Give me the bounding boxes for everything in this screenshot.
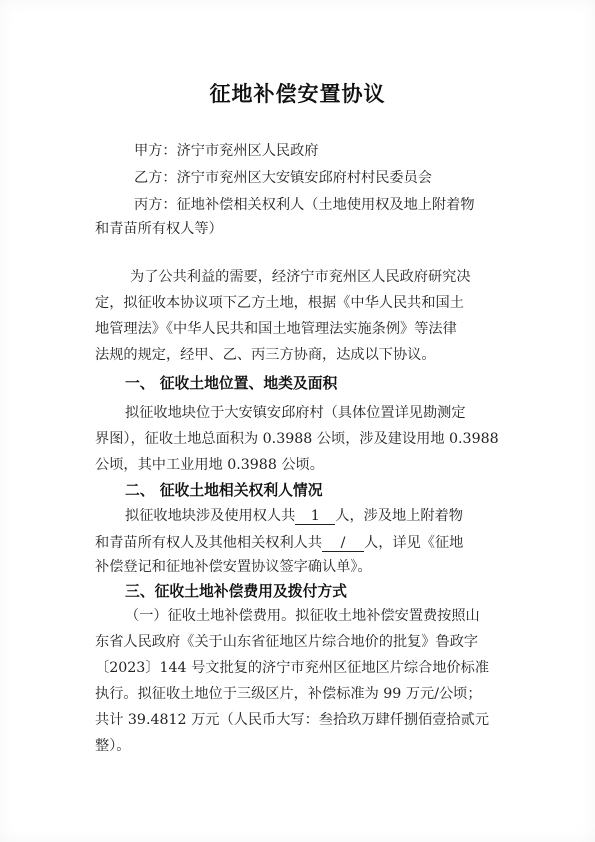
document-title: 征地补偿安置协议 bbox=[209, 82, 386, 106]
section1-line2: 界图），征收土地总面积为 0.3988 公顷，涉及建设用地 0.3988 bbox=[95, 431, 499, 447]
party-a: 甲方：济宁市兖州区人民政府 bbox=[134, 143, 319, 159]
section3-line3: 〔2023〕144 号文批复的济宁市兖州区征地区片综合地价标准 bbox=[95, 660, 490, 676]
section1-line1: 拟征收地块位于大安镇安邱府村（具体位置详见勘测定 bbox=[125, 405, 466, 421]
rights-holder-count-blank: 1 bbox=[295, 508, 335, 525]
preamble-line1: 为了公共利益的需要，经济宁市兖州区人民政府研究决 bbox=[130, 269, 471, 285]
party-c-line1: 丙方：征地补偿相关权利人（土地使用权及地上附着物 bbox=[134, 197, 475, 213]
section2-line1-text-b: 人，涉及地上附着物 bbox=[335, 508, 463, 524]
section2-line2-text-a: 和青苗所有权人及其他相关权利人共 bbox=[95, 535, 323, 551]
section3-line6: 整）。 bbox=[95, 738, 131, 754]
section2-heading: 二、 征收土地相关权利人情况 bbox=[125, 482, 323, 499]
section3-line5: 共计 39.4812 万元（人民币大写：叁拾玖万肆仟捌佰壹拾贰元 bbox=[95, 712, 490, 728]
section2-line2 bbox=[95, 534, 463, 552]
section3-line1: （一）征收土地补偿费用。拟征收土地补偿安置费按照山 bbox=[125, 608, 480, 624]
other-rights-holder-count-blank: / bbox=[322, 535, 364, 552]
preamble-line4: 法规的规定，经甲、乙、丙三方协商，达成以下协议。 bbox=[95, 347, 436, 363]
section3-line4: 执行。拟征收土地位于三级区片，补偿标准为 99 万元/公顷； bbox=[95, 686, 482, 702]
party-c-line2: 和青苗所有权人等） bbox=[95, 221, 223, 237]
preamble-line2: 定，拟征收本协议项下乙方土地，根据《中华人民共和国土 bbox=[95, 295, 464, 311]
section2-line2-text-b: 人，详见《征地 bbox=[364, 535, 464, 551]
section1-heading: 一、 征收土地位置、地类及面积 bbox=[125, 375, 338, 392]
section2-line1-text-a: 拟征收地块涉及使用权人共 bbox=[125, 508, 296, 524]
preamble-line3: 地管理法》《中华人民共和国土地管理法实施条例》等法律 bbox=[95, 321, 457, 337]
section1-line3: 公顷，其中工业用地 0.3988 公顷。 bbox=[95, 457, 324, 473]
section2-line1 bbox=[125, 507, 463, 525]
section3-line2: 东省人民政府《关于山东省征地区片综合地价的批复》鲁政字 bbox=[95, 634, 479, 650]
section3-heading: 三、征收土地补偿费用及拨付方式 bbox=[125, 583, 347, 600]
party-b: 乙方：济宁市兖州区大安镇安邱府村村民委员会 bbox=[134, 170, 432, 186]
section2-line3: 补偿登记和征地补偿安置协议签字确认单》。 bbox=[95, 559, 372, 575]
